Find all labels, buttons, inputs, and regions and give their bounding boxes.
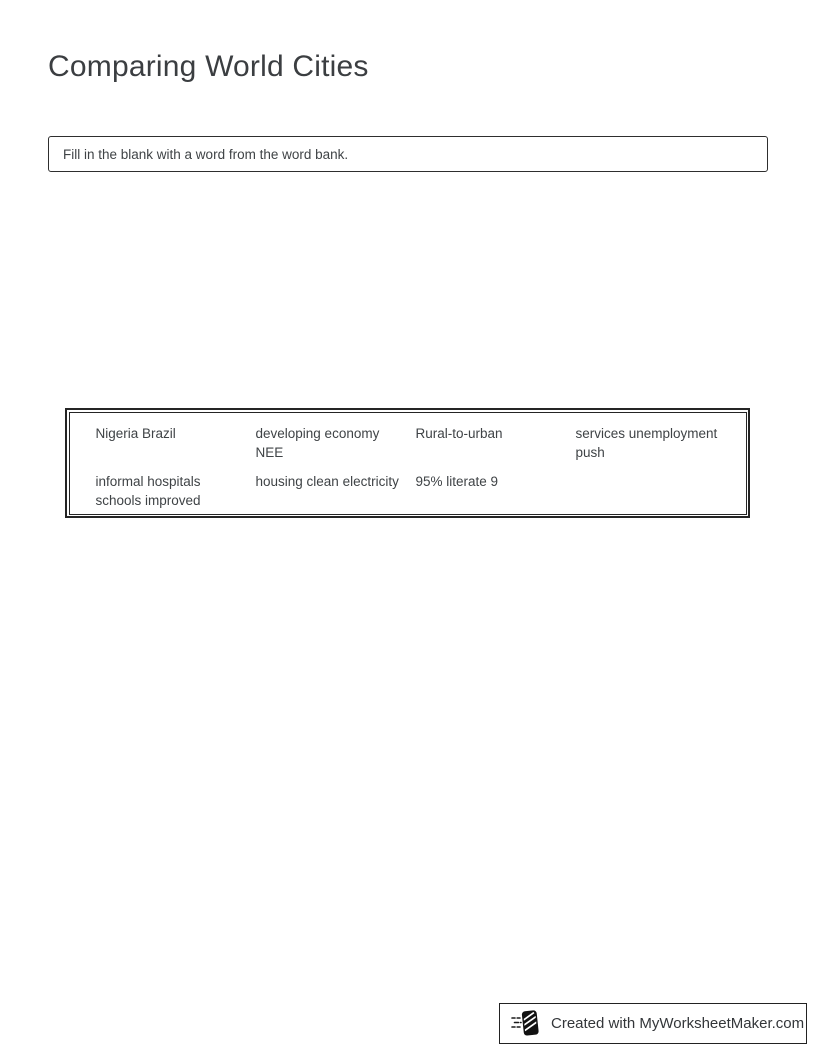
footer-credit-box (499, 1003, 807, 1044)
word-bank-item: services unemployment push (575, 425, 718, 460)
instruction-text: Fill in the blank with a word from the word bank. (63, 146, 349, 162)
word-bank-item: Nigeria Brazil (95, 425, 176, 441)
instruction-box (48, 136, 768, 172)
word-bank-item: Rural-to-urban (415, 425, 503, 441)
footer-credit-text: Created with MyWorksheetMaker.com (551, 1015, 805, 1032)
word-bank-item: 95% literate 9 (415, 473, 499, 489)
word-bank-inner-border (69, 412, 747, 515)
word-bank-item: informal hospitals schools improved (95, 473, 201, 508)
word-bank-grid (96, 424, 746, 511)
word-bank-item: housing clean electricity (255, 473, 399, 489)
page-title: Comparing World Cities (48, 50, 369, 83)
word-bank-box (65, 408, 750, 518)
word-bank-item: developing economy NEE (255, 425, 380, 460)
worksheet-maker-logo-icon (511, 1009, 543, 1039)
